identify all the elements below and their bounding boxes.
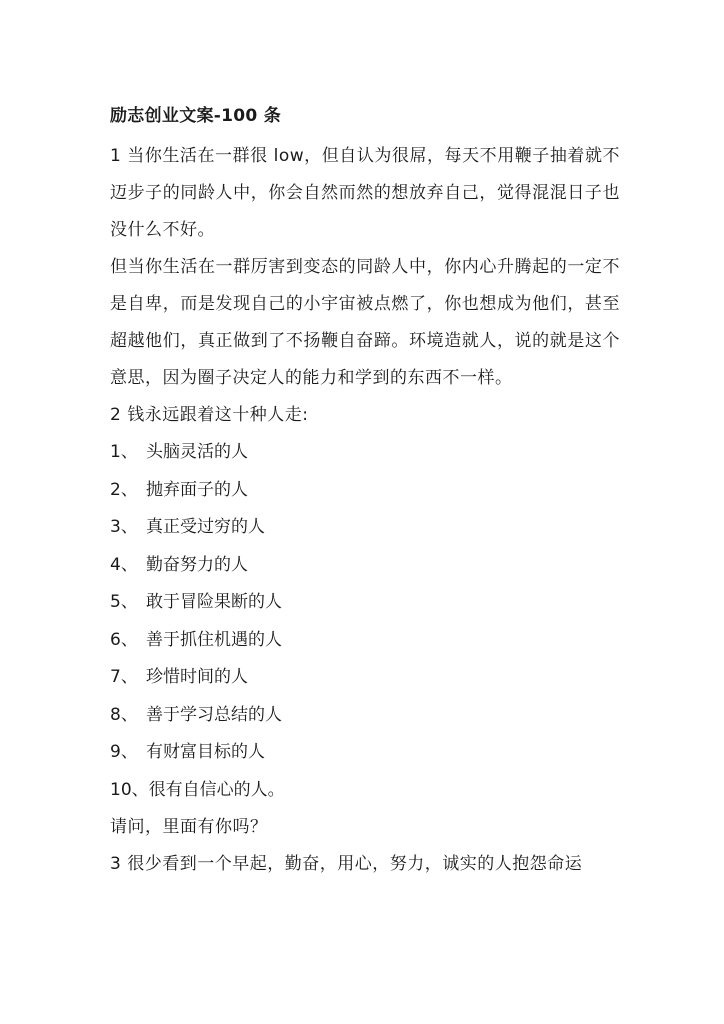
list-item-text: 善于学习总结的人 <box>146 704 282 725</box>
list-item <box>110 622 620 660</box>
list-item <box>110 434 620 472</box>
paragraph-4: 请问，里面有你吗？ <box>110 817 268 837</box>
list-item-number: 10、 <box>110 779 149 800</box>
list-item-number: 7、 <box>110 667 138 687</box>
list-item-number: 1、 <box>110 442 138 462</box>
list-item-text: 抛弃面子的人 <box>146 479 248 500</box>
list-item-text: 真正受过穷的人 <box>146 517 265 537</box>
paragraph-5: 3 很少看到一个早起，勤奋，用心，努力，诚实的人抱怨命运 <box>110 854 583 874</box>
document-title: 励志创业文案-100 条 <box>110 106 282 126</box>
list-item-number: 4、 <box>110 554 138 575</box>
list-item-text: 敢于冒险果断的人 <box>146 592 282 612</box>
paragraph-3: 2 钱永远跟着这十种人走: <box>110 405 309 425</box>
list-item-number: 5、 <box>110 592 138 612</box>
list-item-text: 头脑灵活的人 <box>146 442 248 462</box>
list-item-text: 善于抓住机遇的人 <box>146 629 282 650</box>
list-item-text: 很有自信心的人。 <box>148 779 285 800</box>
paragraph-2: 但当你生活在一群厉害到变态的同龄人中，你内心升腾起的一定不是自卑，而是发现自己的小宇宙被点燃了，你也想成为他们，甚至超越他们，真正做到了不扬鞭自奋蹄。环境造就人，说的就是这个意思，因为圈子决定人的能力和学到的东西不一样。 <box>110 257 620 388</box>
list-item-text: 勤奋努力的人 <box>146 554 248 575</box>
list-item <box>110 772 620 810</box>
list-item-number: 9、 <box>110 742 138 762</box>
list-item <box>110 734 620 772</box>
list-item-number: 3、 <box>110 517 138 537</box>
list-item <box>110 547 620 585</box>
paragraph-1: 1 当你生活在一群很 low，但自认为很屌，每天不用鞭子抽着就不迈步子的同龄人中，你会自然而然的想放弃自己，觉得混混日子也没什么不好。 <box>110 146 620 240</box>
list-item <box>110 472 620 510</box>
document-page <box>110 100 620 883</box>
list-item-number: 6、 <box>110 629 138 650</box>
ten-people-list <box>110 434 620 809</box>
list-item <box>110 659 620 697</box>
list-item <box>110 509 620 547</box>
list-item-number: 2、 <box>110 479 138 500</box>
list-item <box>110 697 620 735</box>
list-item-text: 有财富目标的人 <box>146 742 265 762</box>
list-item <box>110 584 620 622</box>
list-item-text: 珍惜时间的人 <box>146 667 248 687</box>
list-item-number: 8、 <box>110 704 138 725</box>
